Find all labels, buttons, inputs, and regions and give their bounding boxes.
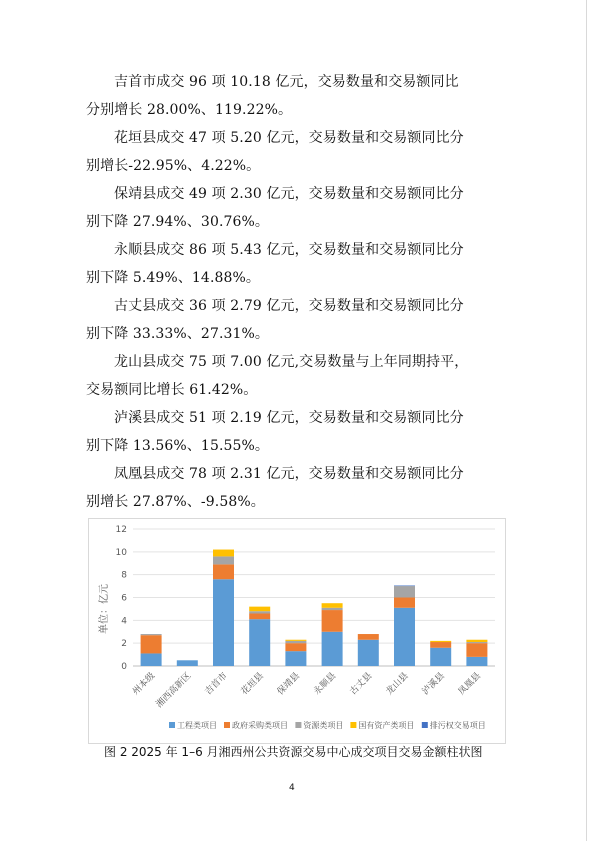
legend-swatch — [224, 722, 230, 728]
x-tick-label: 永顺县 — [312, 671, 339, 698]
y-tick-label: 12 — [115, 525, 127, 535]
bar-segment — [141, 653, 162, 666]
bar-chart — [88, 518, 506, 744]
x-tick-label: 泸溪县 — [420, 671, 447, 698]
para-line: 龙山县成交 75 项 7.00 亿元,交易数量与上年同期持平， — [114, 354, 469, 370]
x-tick-label: 花垣县 — [239, 671, 266, 698]
bar-segment — [358, 640, 379, 666]
y-tick-label: 4 — [121, 616, 127, 627]
bar-segment — [466, 643, 487, 657]
bar-segment — [213, 564, 234, 579]
legend-label: 排污权交易项目 — [429, 721, 486, 730]
para-line: 别增长-22.95%、4.22%。 — [86, 158, 261, 174]
bar-segment — [466, 642, 487, 643]
x-tick-label: 吉首市 — [203, 671, 230, 698]
x-tick-label: 凤凰县 — [456, 671, 484, 698]
y-axis-label: 单位：亿元 — [99, 584, 110, 634]
y-tick-labels — [116, 525, 128, 672]
x-tick-label: 古丈县 — [348, 671, 375, 698]
bar-segment — [430, 641, 451, 642]
page-number: 4 — [289, 783, 295, 793]
x-tick-label: 保靖县 — [275, 671, 303, 698]
bar-segment — [141, 634, 162, 635]
y-tick-label: 10 — [115, 547, 127, 558]
bar-segment — [285, 651, 306, 666]
bar-segment — [177, 660, 198, 666]
bar-segment — [213, 556, 234, 564]
x-tick-labels — [130, 670, 483, 710]
legend-swatch — [169, 722, 175, 728]
bar-segment — [141, 635, 162, 653]
para-line: 永顺县成交 86 项 5.43 亿元，交易数量和交易额同比分 — [114, 242, 464, 258]
bar-segment — [466, 640, 487, 642]
legend-label: 工程类项目 — [177, 721, 217, 730]
figure-caption: 图 2 2025 年 1–6 月湘西州公共资源交易中心成交项目交易金额柱状图 — [104, 745, 483, 759]
body-text — [86, 68, 526, 516]
bar-segment — [394, 586, 415, 587]
bar-segment — [322, 608, 343, 610]
bar-segment — [322, 632, 343, 666]
bar-segment — [285, 641, 306, 643]
legend-swatch — [295, 722, 301, 728]
para-line: 别增长 27.87%、-9.58%。 — [86, 494, 265, 510]
y-tick-label: 6 — [121, 593, 127, 604]
page-edge — [586, 0, 587, 841]
para-line: 吉首市成交 96 项 10.18 亿元，交易数量和交易额同比 — [114, 74, 459, 90]
legend-label: 资源类项目 — [303, 721, 344, 730]
para-line: 古丈县成交 36 项 2.79 亿元，交易数量和交易额同比分 — [114, 298, 464, 314]
bar-segment — [394, 598, 415, 608]
legend-label: 政府采购类项目 — [232, 721, 288, 730]
para-line: 保靖县成交 49 项 2.30 亿元，交易数量和交易额同比分 — [114, 186, 464, 202]
legend-label: 国有资产类项目 — [358, 721, 415, 730]
para-line: 交易额同比增长 61.42%。 — [86, 382, 258, 398]
bar-segment — [249, 613, 270, 619]
para-line: 凤凰县成交 78 项 2.31 亿元，交易数量和交易额同比分 — [114, 466, 464, 482]
para-line: 泸溪县成交 51 项 2.19 亿元，交易数量和交易额同比分 — [114, 410, 464, 426]
para-line: 分别增长 28.00%、119.22%。 — [86, 102, 293, 118]
bar-segment — [322, 610, 343, 632]
bar-segment — [358, 634, 379, 640]
bar-segment — [394, 586, 415, 597]
y-tick-label: 0 — [121, 662, 127, 672]
para-line: 别下降 13.56%、15.55%。 — [86, 438, 270, 454]
para-line: 别下降 5.49%、14.88%。 — [86, 270, 261, 286]
bar-segment — [466, 657, 487, 666]
legend — [169, 720, 486, 730]
legend-swatch — [422, 722, 428, 728]
legend-swatch — [350, 722, 356, 728]
chart-svg — [89, 519, 505, 743]
bar-segment — [430, 642, 451, 648]
bar-segment — [213, 579, 234, 666]
bar-segment — [249, 611, 270, 613]
bar-segment — [322, 603, 343, 608]
para-line: 别下降 27.94%、30.76%。 — [86, 214, 270, 230]
para-line: 花垣县成交 47 项 5.20 亿元，交易数量和交易额同比分 — [114, 130, 464, 146]
x-tick-label: 龙山县 — [384, 671, 411, 698]
bar-segment — [213, 550, 234, 557]
bar-segment — [249, 607, 270, 612]
x-tick-label: 州本级 — [131, 671, 158, 698]
x-tick-label: 湘西高新区 — [154, 671, 194, 710]
bar-segment — [394, 608, 415, 666]
para-line: 别下降 33.33%、27.31%。 — [86, 326, 270, 342]
bar-segment — [430, 648, 451, 666]
bar-segment — [285, 643, 306, 651]
bar-segment — [285, 640, 306, 641]
y-tick-label: 8 — [121, 570, 127, 581]
bar-segment — [249, 619, 270, 666]
y-tick-label: 2 — [121, 639, 127, 650]
bars — [141, 550, 488, 666]
